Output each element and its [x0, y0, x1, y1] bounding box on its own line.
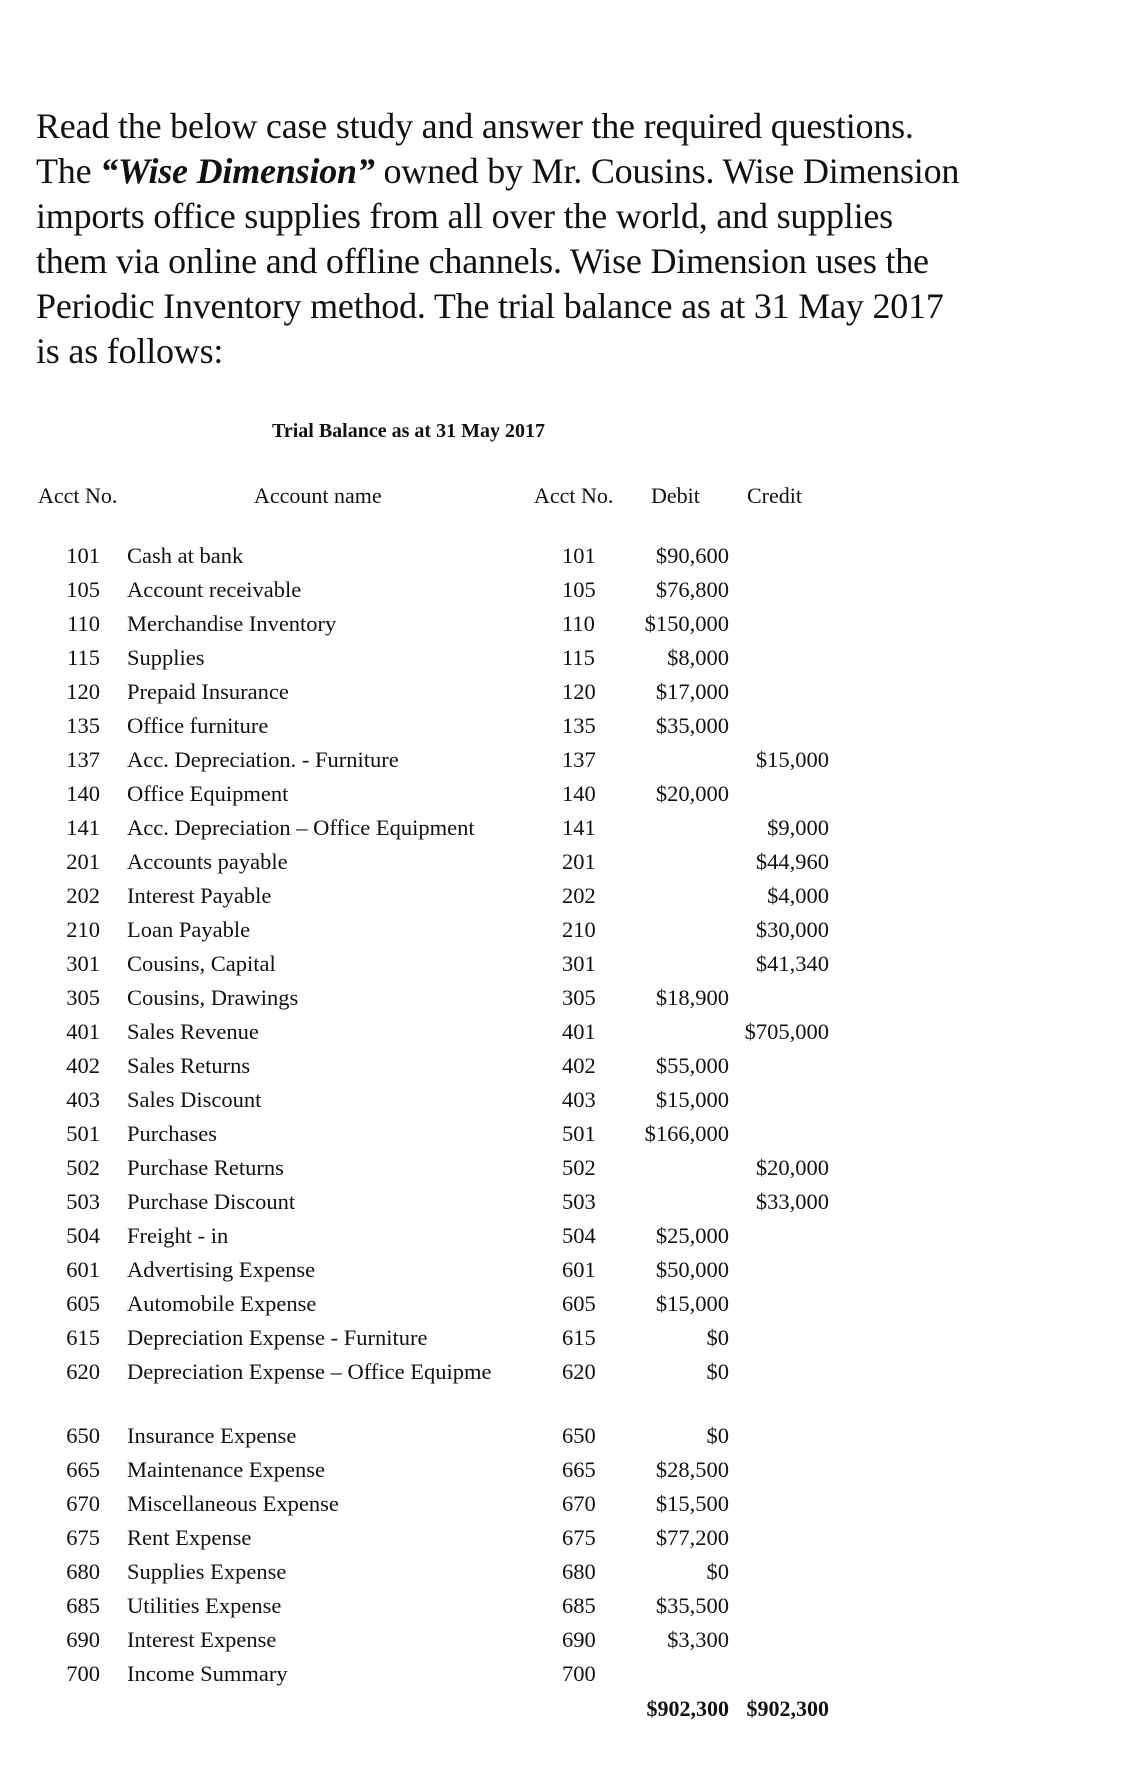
intro-paragraph	[36, 104, 1096, 374]
acct-number: 301	[66, 951, 100, 976]
table-row	[0, 948, 1125, 982]
intro-line-2-start: The	[36, 151, 101, 191]
acct-number: 605	[66, 1291, 100, 1316]
intro-line-2	[36, 149, 1096, 194]
credit-value: $705,000	[744, 1019, 829, 1044]
acct-number-2: 305	[562, 985, 596, 1010]
table-row	[0, 1658, 1125, 1692]
trial-balance-title: Trial Balance as at 31 May 2017	[272, 420, 545, 442]
debit-value: $15,500	[655, 1491, 729, 1516]
account-name: Sales Discount	[127, 1087, 262, 1112]
debit-value: $35,500	[655, 1593, 729, 1618]
debit-value: $8,000	[667, 645, 729, 670]
header-acct-no: Acct No.	[38, 483, 118, 508]
acct-number-2: 670	[562, 1491, 596, 1516]
account-name: Acc. Depreciation – Office Equipment	[127, 815, 475, 840]
header-debit: Debit	[651, 483, 700, 508]
table-row	[0, 1420, 1125, 1454]
debit-value: $3,300	[667, 1627, 729, 1652]
account-name: Utilities Expense	[127, 1593, 282, 1618]
table-row	[0, 1254, 1125, 1288]
acct-number: 601	[66, 1257, 100, 1282]
acct-number-2: 135	[562, 713, 596, 738]
acct-number-2: 210	[562, 917, 596, 942]
credit-value: $9,000	[767, 815, 829, 840]
account-name: Office Equipment	[127, 781, 289, 806]
debit-value: $166,000	[644, 1121, 729, 1146]
table-row	[0, 914, 1125, 948]
table-row	[0, 540, 1125, 574]
credit-value: $33,000	[755, 1189, 829, 1214]
intro-line-1: Read the below case study and answer the required questions.	[36, 106, 914, 146]
debit-value: $0	[706, 1325, 729, 1350]
table-row	[0, 880, 1125, 914]
acct-number-2: 680	[562, 1559, 596, 1584]
acct-number-2: 620	[562, 1359, 596, 1384]
account-name: Cousins, Drawings	[127, 985, 299, 1010]
table-row	[0, 574, 1125, 608]
acct-number-2: 501	[562, 1121, 596, 1146]
debit-value: $0	[706, 1359, 729, 1384]
intro-line-3: imports office supplies from all over the world, and supplies	[36, 196, 893, 236]
table-row	[0, 1556, 1125, 1590]
acct-number: 202	[66, 883, 100, 908]
acct-number: 700	[66, 1661, 100, 1686]
credit-value: $15,000	[755, 747, 829, 772]
table-row	[0, 1288, 1125, 1322]
table-row	[0, 676, 1125, 710]
acct-number: 650	[66, 1423, 100, 1448]
acct-number-2: 403	[562, 1087, 596, 1112]
account-name: Depreciation Expense – Office Equipme	[127, 1359, 492, 1384]
acct-number: 305	[66, 985, 100, 1010]
debit-value: $20,000	[655, 781, 729, 806]
acct-number: 504	[66, 1223, 100, 1248]
account-name: Purchases	[127, 1121, 217, 1146]
acct-number: 690	[66, 1627, 100, 1652]
table-row	[0, 1016, 1125, 1050]
account-name: Purchase Discount	[127, 1189, 296, 1214]
acct-number-2: 105	[562, 577, 596, 602]
acct-number-2: 685	[562, 1593, 596, 1618]
acct-number: 105	[66, 577, 100, 602]
table-row	[0, 1522, 1125, 1556]
acct-number: 620	[66, 1359, 100, 1384]
debit-value: $15,000	[655, 1087, 729, 1112]
table-row	[0, 812, 1125, 846]
account-name: Income Summary	[127, 1661, 288, 1686]
company-name: “Wise Dimension”	[100, 151, 375, 191]
acct-number-2: 601	[562, 1257, 596, 1282]
account-name: Cousins, Capital	[127, 951, 276, 976]
acct-number: 680	[66, 1559, 100, 1584]
header-credit: Credit	[747, 483, 802, 508]
acct-number: 120	[66, 679, 100, 704]
acct-number-2: 402	[562, 1053, 596, 1078]
debit-value: $17,000	[655, 679, 729, 704]
account-name: Miscellaneous Expense	[127, 1491, 339, 1516]
debit-value: $28,500	[655, 1457, 729, 1482]
acct-number: 101	[66, 543, 100, 568]
acct-number: 115	[67, 645, 100, 670]
intro-line-2-end: owned by Mr. Cousins. Wise Dimension	[374, 151, 960, 191]
acct-number-2: 690	[562, 1627, 596, 1652]
debit-value: $35,000	[655, 713, 729, 738]
account-name: Acc. Depreciation. - Furniture	[127, 747, 399, 772]
account-name: Sales Revenue	[127, 1019, 259, 1044]
table-row	[0, 778, 1125, 812]
acct-number-2: 140	[562, 781, 596, 806]
account-name: Automobile Expense	[127, 1291, 317, 1316]
debit-value: $55,000	[655, 1053, 729, 1078]
acct-number-2: 502	[562, 1155, 596, 1180]
debit-value: $77,200	[655, 1525, 729, 1550]
acct-number: 665	[66, 1457, 100, 1482]
acct-number: 110	[67, 611, 100, 636]
acct-number-2: 141	[562, 815, 596, 840]
acct-number-2: 110	[562, 611, 595, 636]
account-name: Maintenance Expense	[127, 1457, 326, 1482]
acct-number-2: 101	[562, 543, 596, 568]
table-row	[0, 1322, 1125, 1356]
table-row	[0, 846, 1125, 880]
table-row	[0, 744, 1125, 778]
acct-number-2: 665	[562, 1457, 596, 1482]
acct-number-2: 675	[562, 1525, 596, 1550]
account-name: Loan Payable	[127, 917, 251, 942]
credit-value: $44,960	[755, 849, 829, 874]
acct-number-2: 401	[562, 1019, 596, 1044]
credit-value: $20,000	[755, 1155, 829, 1180]
acct-number: 137	[66, 747, 100, 772]
intro-line-6: is as follows:	[36, 331, 224, 371]
table-row	[0, 1084, 1125, 1118]
account-name: Interest Expense	[127, 1627, 277, 1652]
table-row	[0, 642, 1125, 676]
debit-value: $50,000	[655, 1257, 729, 1282]
account-name: Supplies	[127, 645, 205, 670]
account-name: Sales Returns	[127, 1053, 251, 1078]
acct-number: 135	[66, 713, 100, 738]
table-row	[0, 1152, 1125, 1186]
table-row	[0, 1050, 1125, 1084]
acct-number: 670	[66, 1491, 100, 1516]
table-row	[0, 1220, 1125, 1254]
acct-number-2: 202	[562, 883, 596, 908]
acct-number: 685	[66, 1593, 100, 1618]
debit-value: $150,000	[644, 611, 729, 636]
trial-balance-rows	[0, 540, 1125, 1692]
acct-number-2: 301	[562, 951, 596, 976]
acct-number-2: 137	[562, 747, 596, 772]
account-name: Advertising Expense	[127, 1257, 316, 1282]
acct-number: 402	[66, 1053, 100, 1078]
total-debit: $902,300	[646, 1696, 729, 1721]
account-name: Rent Expense	[127, 1525, 252, 1550]
account-name: Depreciation Expense - Furniture	[127, 1325, 428, 1350]
acct-number-2: 115	[562, 645, 595, 670]
acct-number: 615	[66, 1325, 100, 1350]
acct-number-2: 504	[562, 1223, 596, 1248]
table-row	[0, 1624, 1125, 1658]
intro-line-4: them via online and offline channels. Wise Dimension uses the	[36, 241, 929, 281]
intro-line-5: Periodic Inventory method. The trial balance as at 31 May 2017	[36, 286, 944, 326]
table-row	[0, 1454, 1125, 1488]
debit-value: $18,900	[655, 985, 729, 1010]
debit-value: $90,600	[655, 543, 729, 568]
account-name: Freight - in	[127, 1223, 229, 1248]
table-row	[0, 982, 1125, 1016]
acct-number-2: 700	[562, 1661, 596, 1686]
acct-number: 201	[66, 849, 100, 874]
account-name: Accounts payable	[127, 849, 288, 874]
acct-number-2: 650	[562, 1423, 596, 1448]
account-name: Account receivable	[127, 577, 302, 602]
acct-number: 141	[66, 815, 100, 840]
credit-value: $30,000	[755, 917, 829, 942]
header-account-name: Account name	[254, 483, 382, 508]
table-row	[0, 1356, 1125, 1420]
table-row	[0, 1186, 1125, 1220]
debit-value: $25,000	[655, 1223, 729, 1248]
table-row	[0, 1590, 1125, 1624]
acct-number-2: 120	[562, 679, 596, 704]
debit-value: $76,800	[655, 577, 729, 602]
header-acct-no-2: Acct No.	[534, 483, 614, 508]
acct-number: 675	[66, 1525, 100, 1550]
account-name: Office furniture	[127, 713, 269, 738]
acct-number: 403	[66, 1087, 100, 1112]
account-name: Merchandise Inventory	[127, 611, 337, 636]
acct-number: 502	[66, 1155, 100, 1180]
table-row	[0, 608, 1125, 642]
credit-value: $41,340	[755, 951, 829, 976]
acct-number: 401	[66, 1019, 100, 1044]
credit-value: $4,000	[767, 883, 829, 908]
acct-number-2: 503	[562, 1189, 596, 1214]
account-name: Interest Payable	[127, 883, 272, 908]
acct-number-2: 615	[562, 1325, 596, 1350]
account-name: Supplies Expense	[127, 1559, 287, 1584]
table-row	[0, 1118, 1125, 1152]
acct-number-2: 201	[562, 849, 596, 874]
account-name: Purchase Returns	[127, 1155, 284, 1180]
debit-value: $15,000	[655, 1291, 729, 1316]
acct-number-2: 605	[562, 1291, 596, 1316]
account-name: Cash at bank	[127, 543, 244, 568]
acct-number: 503	[66, 1189, 100, 1214]
account-name: Insurance Expense	[127, 1423, 297, 1448]
acct-number: 501	[66, 1121, 100, 1146]
table-row	[0, 710, 1125, 744]
acct-number: 210	[66, 917, 100, 942]
total-credit: $902,300	[746, 1696, 829, 1721]
table-row	[0, 1488, 1125, 1522]
debit-value: $0	[706, 1559, 729, 1584]
debit-value: $0	[706, 1423, 729, 1448]
acct-number: 140	[66, 781, 100, 806]
account-name: Prepaid Insurance	[127, 679, 289, 704]
